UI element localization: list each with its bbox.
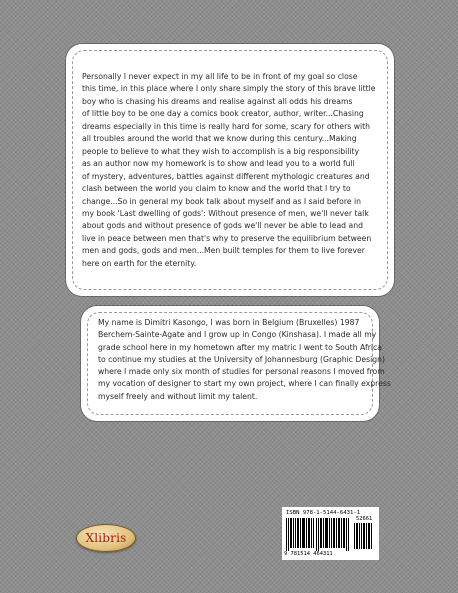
publisher-logo-text: Xlibris — [85, 531, 127, 545]
book-description-line: change...So in general my book talk about myself and as I said before in — [82, 196, 362, 206]
book-description-line: as an author now my homework is to show and lead you to a world full — [82, 159, 355, 169]
book-description-line: about gods and without presence of gods we'll never be able to lead and — [82, 221, 363, 231]
author-bio-panel — [81, 306, 391, 421]
book-description-line: of little boy to be one day a comics book creator, author, writer...Chasing — [82, 109, 364, 119]
book-description-line: this time, in this place where I only share simply the story of this brave little — [82, 84, 376, 94]
author-bio-line: grade school here in my hometown after my matric I went to South Africa — [98, 342, 382, 352]
author-bio-line: where I made only six month of studies for personal reasons I moved from — [98, 367, 385, 377]
book-description-line: Personally I never expect in my all life to be in front of my goal so close — [82, 72, 358, 81]
price-code: 52661 — [356, 516, 373, 522]
author-bio-text — [98, 317, 391, 403]
book-description-line: my book 'Last dwelling of gods': Without presence of men, we'll never talk — [82, 208, 369, 218]
author-bio-line: my vocation of designer to start my own project, where I can finally express — [98, 379, 391, 389]
author-bio-line: Berchem-Sainte-Agate and I grow up in Congo (Kinshasa). I made all my — [98, 330, 377, 340]
book-description-panel — [66, 44, 394, 296]
book-description-line: live in peace between men that's why to preserve the equilibrium between — [82, 233, 372, 243]
barcode-bars-icon — [286, 518, 350, 551]
book-description-line: dreams especially in this time is really hard for some, scary for others with — [82, 121, 371, 131]
book-description-line: boy who is chasing his dreams and realise against all odds his dreams — [82, 96, 353, 106]
book-description-line: here on earth for the eternity. — [82, 258, 197, 268]
author-bio-line: to continue my studies at the University of Johannesburg (Graphic Design) — [98, 354, 385, 364]
barcode-digits: 9 781514 464311 — [284, 551, 333, 557]
book-description-text — [82, 71, 382, 270]
book-description-line: of mystery, adventures, battles against different mythologic creatures and — [82, 171, 370, 181]
book-description-line: men and gods, gods and men...Men built temples for them to live forever — [82, 246, 365, 256]
isbn-barcode — [282, 507, 379, 560]
book-description-line: all troubles around the world that we know during this century...Making — [82, 134, 357, 144]
book-description-line: clash between the world you claim to know and the world that I try to — [82, 184, 351, 194]
author-bio-line: My name is Dimitri Kasongo, I was born in Belgium (Bruxelles) 1987 — [98, 318, 360, 327]
addon-barcode-icon — [354, 523, 374, 549]
book-description-line: people to believe to what they wish to accomplish is a big responsibility — [82, 146, 360, 156]
publisher-logo — [76, 524, 136, 552]
isbn-label: ISBN 978-1-5144-6431-1 — [286, 510, 361, 516]
author-bio-line: myself freely and without limit my talent. — [98, 391, 258, 401]
